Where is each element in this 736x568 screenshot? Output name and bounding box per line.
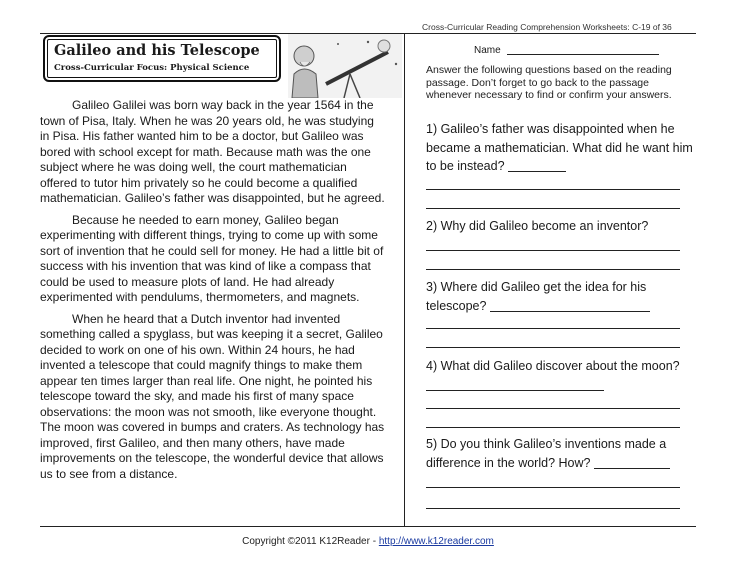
galileo-telescope-illustration — [288, 34, 402, 98]
question-4 — [426, 357, 696, 394]
question-text: 3) Where did Galileo get the idea for his telescope? — [426, 280, 647, 313]
question-text: 4) What did Galileo discover about the moon? — [426, 359, 680, 373]
answer-line[interactable] — [426, 347, 680, 348]
reading-passage — [40, 98, 386, 488]
title-box — [43, 35, 281, 82]
answer-line[interactable] — [426, 250, 680, 251]
worksheet-subtitle: Cross-Curricular Focus: Physical Science — [54, 63, 250, 73]
copyright-text: Copyright ©2011 K12Reader - — [242, 536, 379, 547]
answer-line[interactable] — [426, 208, 680, 209]
answer-line[interactable] — [426, 427, 680, 428]
answer-line[interactable] — [426, 408, 680, 409]
answer-line[interactable] — [426, 487, 680, 488]
name-label: Name — [474, 45, 501, 56]
passage-paragraph: Because he needed to earn money, Galileo began experimenting with different things, trying to come up with some sort of invention that he could sell for money. He had a little bit of success with his invention that was kind of like a compass that could be used to measure plots of land. He had already experimented with pendulums, thermometers, and magnets. — [40, 212, 384, 304]
bottom-rule — [40, 526, 696, 527]
instructions: Answer the following questions based on the reading passage. Don’t forget to go back to the passage whenever necessary to find or confirm your answers. — [426, 64, 672, 101]
answer-line[interactable] — [426, 508, 680, 509]
question-2 — [426, 217, 696, 236]
footer — [0, 536, 736, 547]
worksheet-series-label: Cross-Curricular Reading Comprehension Worksheets: C-19 of 36 — [422, 22, 672, 32]
name-field — [474, 45, 659, 56]
question-text: 1) Galileo’s father was disappointed when he became a mathematician. What did he want him to be instead? — [426, 122, 693, 173]
question-1 — [426, 120, 696, 176]
answer-line[interactable] — [426, 328, 680, 329]
passage-paragraph: When he heard that a Dutch inventor had invented something called a spyglass, but was keeping it a secret, Galileo decided to work on one of his own. Within 24 hours, he had invented a telescope that could magnify things to make them appear ten times larger than real life. One night, he pointed his telescope toward the sky, and made his first of many space observations: the moon was not smooth, like everyone thought. The moon was covered in bumps and craters. As technology has improved, first Galileo, and then many others, have made improvements on the telescope, the wonderful device that allows us to see from a distance. — [40, 311, 385, 481]
question-text: 2) Why did Galileo become an inventor? — [426, 219, 649, 233]
name-blank[interactable] — [507, 54, 659, 55]
answer-blank[interactable] — [508, 171, 566, 172]
worksheet-title: Galileo and his Telescope — [54, 42, 260, 59]
passage-paragraph: Galileo Galilei was born way back in the year 1564 in the town of Pisa, Italy. When he was 20 years old, he was studying in Pisa. His father wanted him to be a doctor, but Galileo was bored with school except for math. Because math was the one subject where he was doing well, the court mathematician offered to tutor him privately so he could become a qualified mathematician. Galileo’s father was disappointed, but he agreed. — [40, 98, 385, 205]
question-text: 5) Do you think Galileo’s inventions made a difference in the world? How? — [426, 437, 667, 470]
column-divider — [404, 33, 405, 526]
question-5 — [426, 435, 696, 472]
answer-line[interactable] — [426, 269, 680, 270]
k12reader-link[interactable]: http://www.k12reader.com — [378, 536, 494, 547]
answer-blank[interactable] — [426, 390, 604, 391]
question-3 — [426, 278, 696, 315]
answer-line[interactable] — [426, 189, 680, 190]
answer-blank[interactable] — [490, 311, 650, 312]
answer-blank[interactable] — [594, 468, 670, 469]
